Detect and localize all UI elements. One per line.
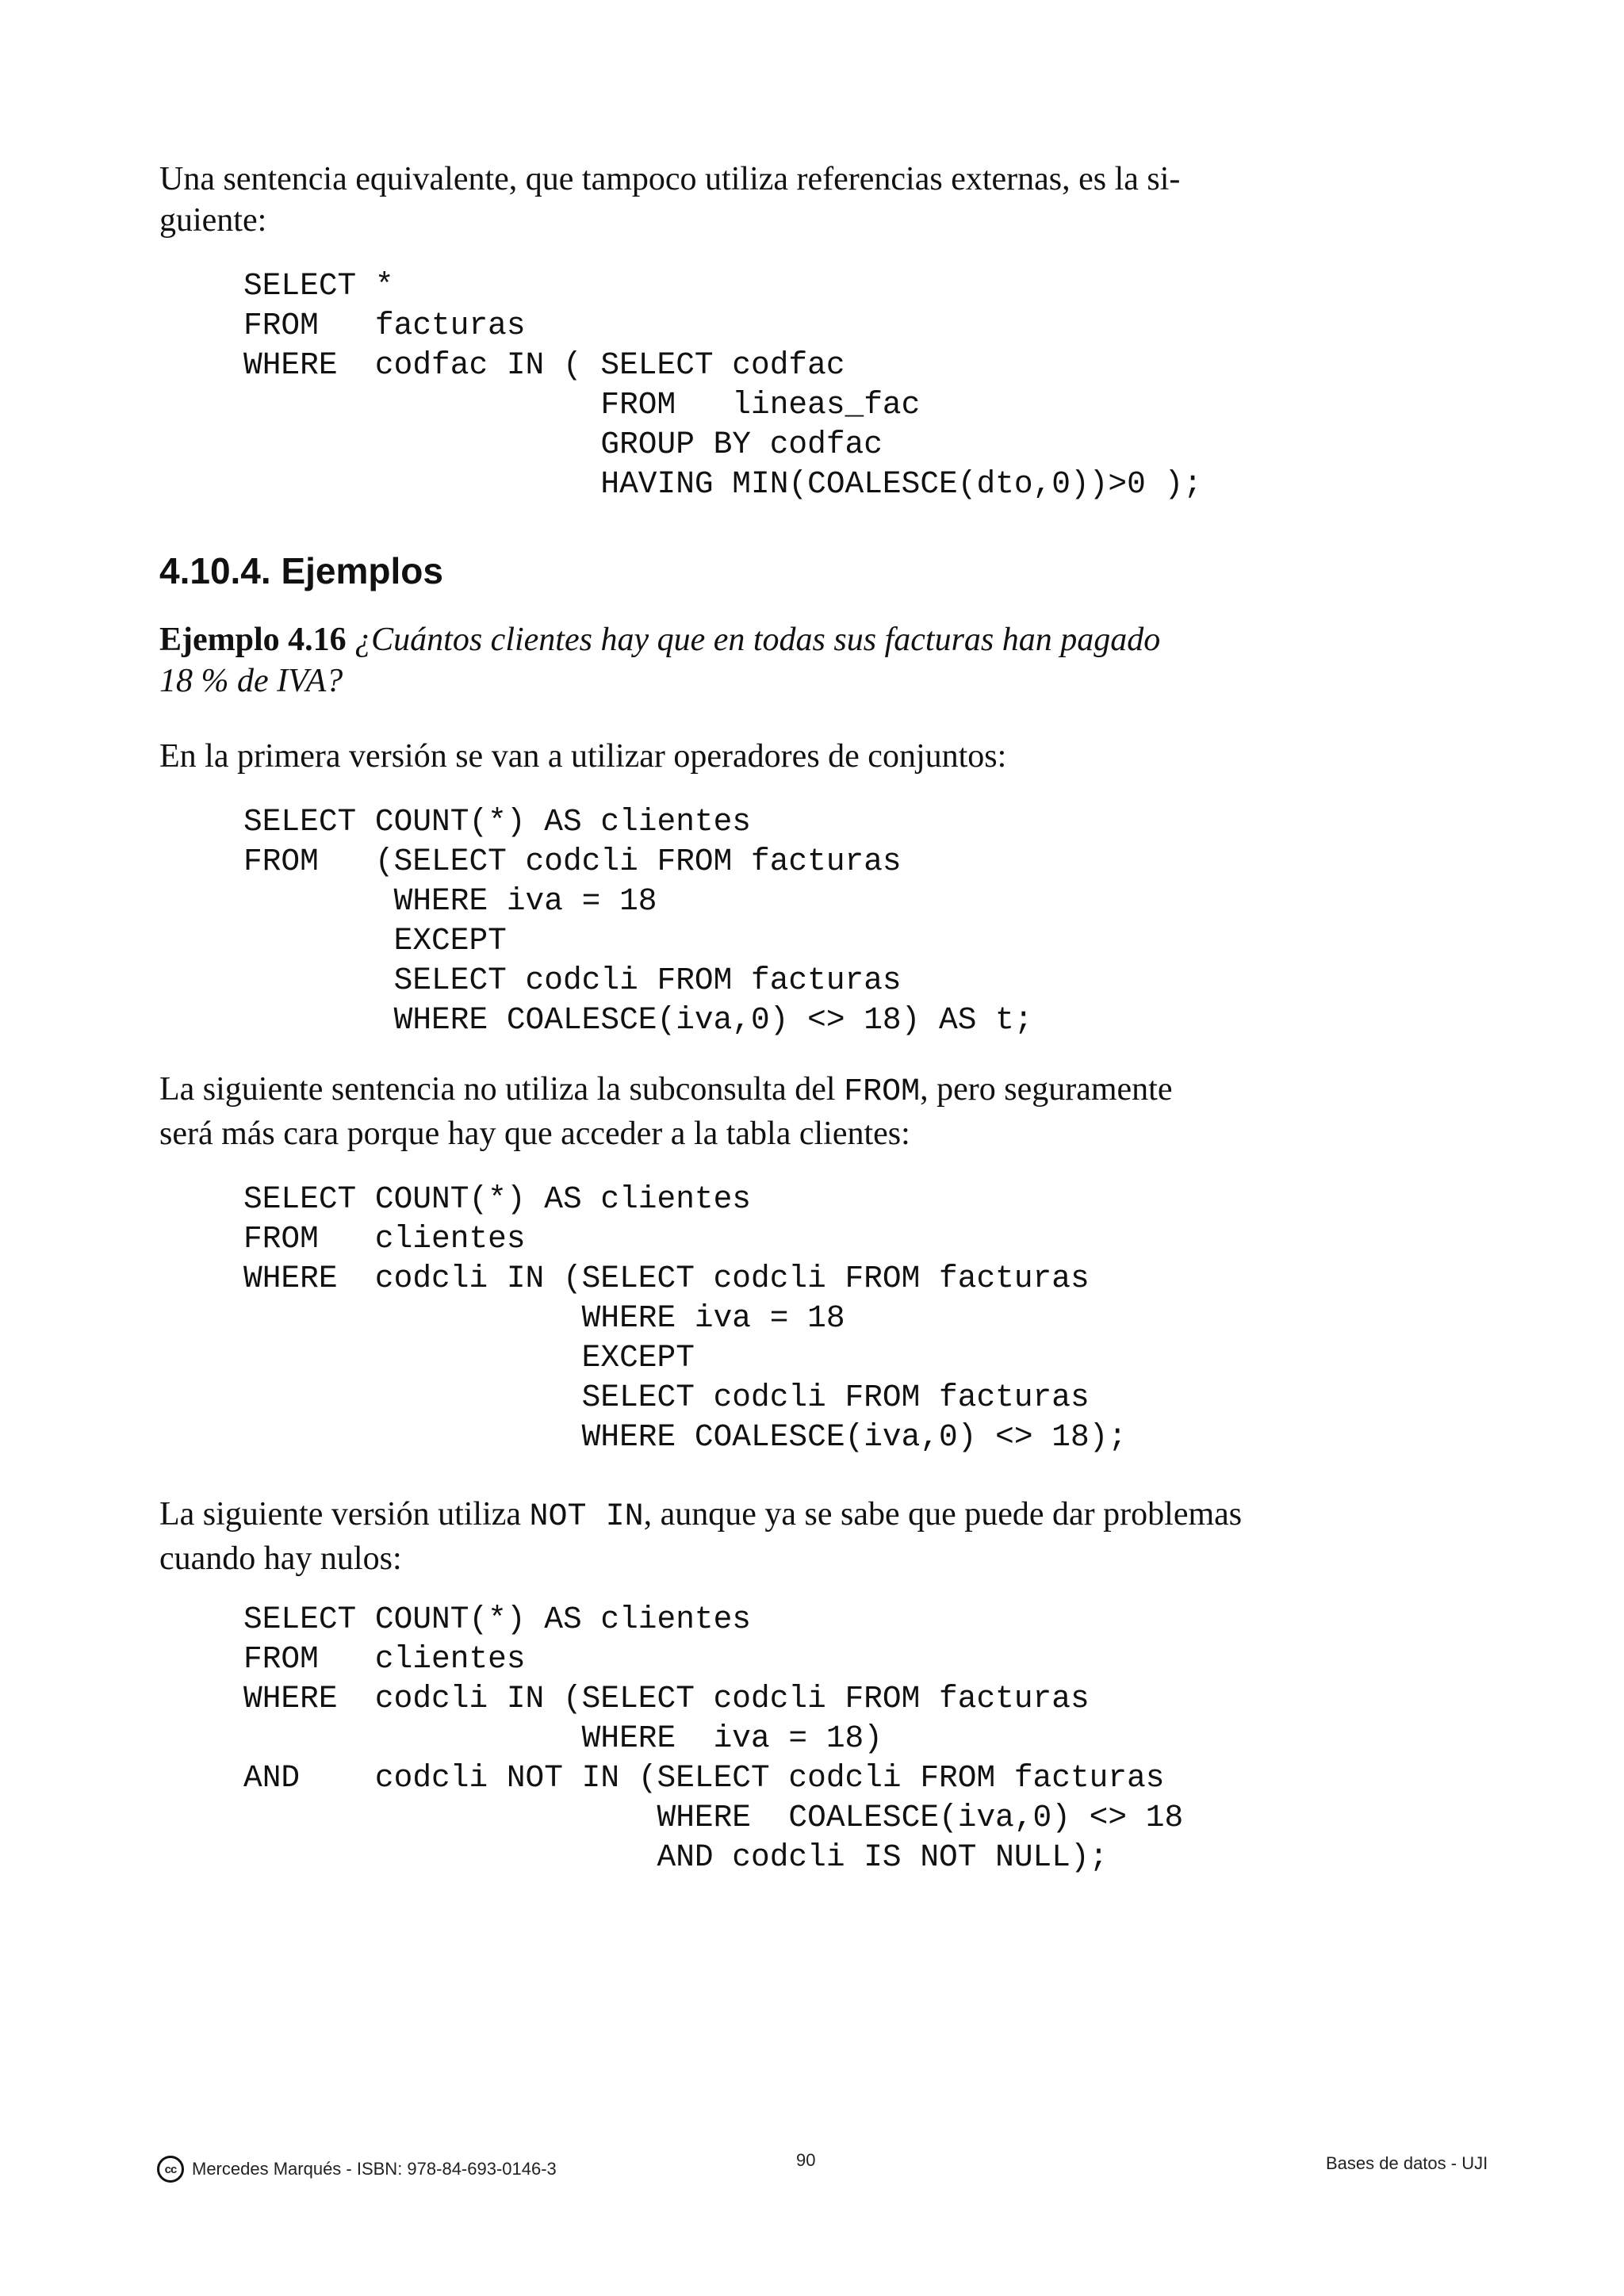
paragraph-2-line-2: será más cara porque hay que acceder a la tabla clientes: bbox=[159, 1115, 910, 1152]
footer-left bbox=[157, 2153, 557, 2185]
paragraph-2 bbox=[159, 1069, 1254, 1154]
section-title: 4.10.4. Ejemplos bbox=[159, 550, 443, 591]
intro-paragraph bbox=[159, 159, 1254, 241]
page-number: 90 bbox=[796, 2150, 816, 2170]
paragraph-2-code: FROM bbox=[844, 1074, 921, 1110]
paragraph-3-part-2: , aunque ya se sabe que puede dar problemas bbox=[643, 1496, 1243, 1533]
footer-author: Mercedes Marqués - ISBN: 978-84-693-0146-3 bbox=[192, 2159, 557, 2179]
code-block-3: SELECT COUNT(*) AS clientes FROM clientes WHERE codcli IN (SELECT codcli FROM facturas WHERE iva = 18 EXCEPT SELECT codcli FROM facturas WHERE COALESCE(iva,0) <> 18); bbox=[243, 1181, 1128, 1455]
paragraph-2-part-2: , pero seguramente bbox=[920, 1071, 1173, 1108]
paragraph-3-line-2: cuando hay nulos: bbox=[159, 1540, 402, 1577]
code-block-2: SELECT COUNT(*) AS clientes FROM (SELECT codcli FROM facturas WHERE iva = 18 EXCEPT SELECT codcli FROM facturas WHERE COALESCE(iva,0) <> 18) AS t; bbox=[243, 804, 1033, 1038]
footer-right: Bases de datos - UJI bbox=[1326, 2153, 1488, 2173]
paragraph-3 bbox=[159, 1494, 1254, 1579]
intro-line-1: Una sentencia equivalente, que tampoco utiliza referencias externas, es la si- bbox=[159, 161, 1181, 197]
paragraph-3-code: NOT IN bbox=[529, 1499, 644, 1535]
paragraph-1 bbox=[159, 736, 1254, 777]
code-block-4: SELECT COUNT(*) AS clientes FROM clientes WHERE codcli IN (SELECT codcli FROM facturas WHERE iva = 18) AND codcli NOT IN (SELECT codcli FROM facturas WHERE COALESCE(iva,0) <> 18 AND codcli IS NOT NULL); bbox=[243, 1601, 1184, 1875]
example-statement bbox=[159, 619, 1254, 702]
example-label: Ejemplo 4.16 bbox=[159, 622, 347, 658]
code-block-1: SELECT * FROM facturas WHERE codfac IN ( SELECT codfac FROM lineas_fac GROUP BY codfac HAVING MIN(COALESCE(dto,0))>0 ); bbox=[243, 268, 1202, 502]
paragraph-1-text: En la primera versión se van a utilizar operadores de conjuntos: bbox=[159, 738, 1007, 775]
example-question-line-2: 18 % de IVA? bbox=[159, 663, 343, 699]
creative-commons-icon: cc bbox=[157, 2156, 184, 2183]
intro-line-2: guiente: bbox=[159, 202, 267, 239]
paragraph-2-part-1: La siguiente sentencia no utiliza la subconsulta del bbox=[159, 1071, 845, 1108]
example-question-line-1: ¿Cuántos clientes hay que en todas sus facturas han pagado bbox=[354, 622, 1161, 658]
paragraph-3-part-1: La siguiente versión utiliza bbox=[159, 1496, 530, 1533]
